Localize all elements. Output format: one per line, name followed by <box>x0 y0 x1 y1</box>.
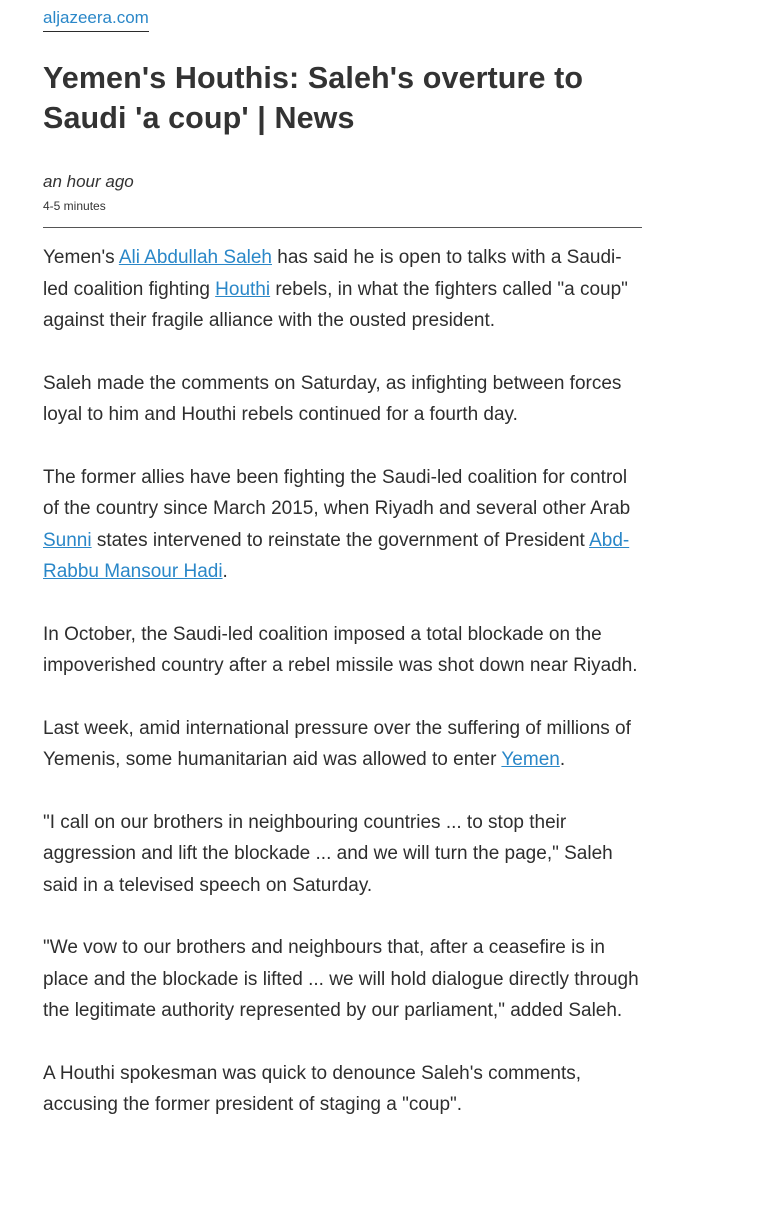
publish-time: an hour ago <box>43 172 134 191</box>
paragraph: In October, the Saudi-led coalition imposed a total blockade on the impoverished country after a rebel missile was shot down near Riyadh. <box>43 623 638 676</box>
paragraph: Saleh made the comments on Saturday, as infighting between forces loyal to him and Houthi rebels continued for a fourth day. <box>43 372 622 425</box>
reading-time: 4-5 minutes <box>43 199 106 213</box>
paragraph-text: The former allies have been fighting the Saudi-led coalition for control of the country since March 2015, when Riyadh and several other Arab <box>43 466 631 519</box>
paragraph <box>43 242 643 337</box>
link-sunni[interactable]: Sunni <box>43 529 92 551</box>
header-divider <box>43 227 642 228</box>
article-body <box>43 242 643 1121</box>
paragraph <box>43 462 643 588</box>
source-link[interactable]: aljazeera.com <box>43 8 149 32</box>
paragraph-text: Yemen's <box>43 247 119 268</box>
link-ali-abdullah-saleh[interactable]: Ali Abdullah Saleh <box>118 247 272 268</box>
paragraph: "I call on our brothers in neighbouring countries ... to stop their aggression and lift the blockade ... and we will turn the page," Saleh said in a televised speech on Saturday. <box>43 811 613 896</box>
paragraph-text: . <box>222 561 228 582</box>
page-title: Yemen's Houthis: Saleh's overture to Saudi 'a coup' | News <box>43 61 584 135</box>
paragraph <box>43 713 643 776</box>
article-page <box>43 8 643 1152</box>
paragraph: "We vow to our brothers and neighbours that, after a ceasefire is in place and the blockade is lifted ... we will hold dialogue directly through the legitimate authority represented by our parliament," added Saleh. <box>43 937 639 1021</box>
paragraph-text: states intervened to reinstate the government of President <box>91 529 590 551</box>
link-abd-rabbu-mansour-hadi[interactable]: Abd-Rabbu Mansour Hadi <box>43 529 630 582</box>
paragraph-text: has said he is open to talks with a Saudi-led coalition fighting <box>43 247 622 300</box>
paragraph-text: rebels, in what the fighters called "a coup" against their fragile alliance with the ousted president. <box>43 278 628 331</box>
link-yemen[interactable]: Yemen <box>501 749 560 770</box>
link-houthi[interactable]: Houthi <box>215 278 271 300</box>
paragraph-text: Last week, amid international pressure over the suffering of millions of Yemenis, some humanitarian aid was allowed to enter <box>43 717 631 770</box>
paragraph: A Houthi spokesman was quick to denounce Saleh's comments, accusing the former president of staging a "coup". <box>43 1062 582 1115</box>
paragraph-text: . <box>559 749 566 770</box>
